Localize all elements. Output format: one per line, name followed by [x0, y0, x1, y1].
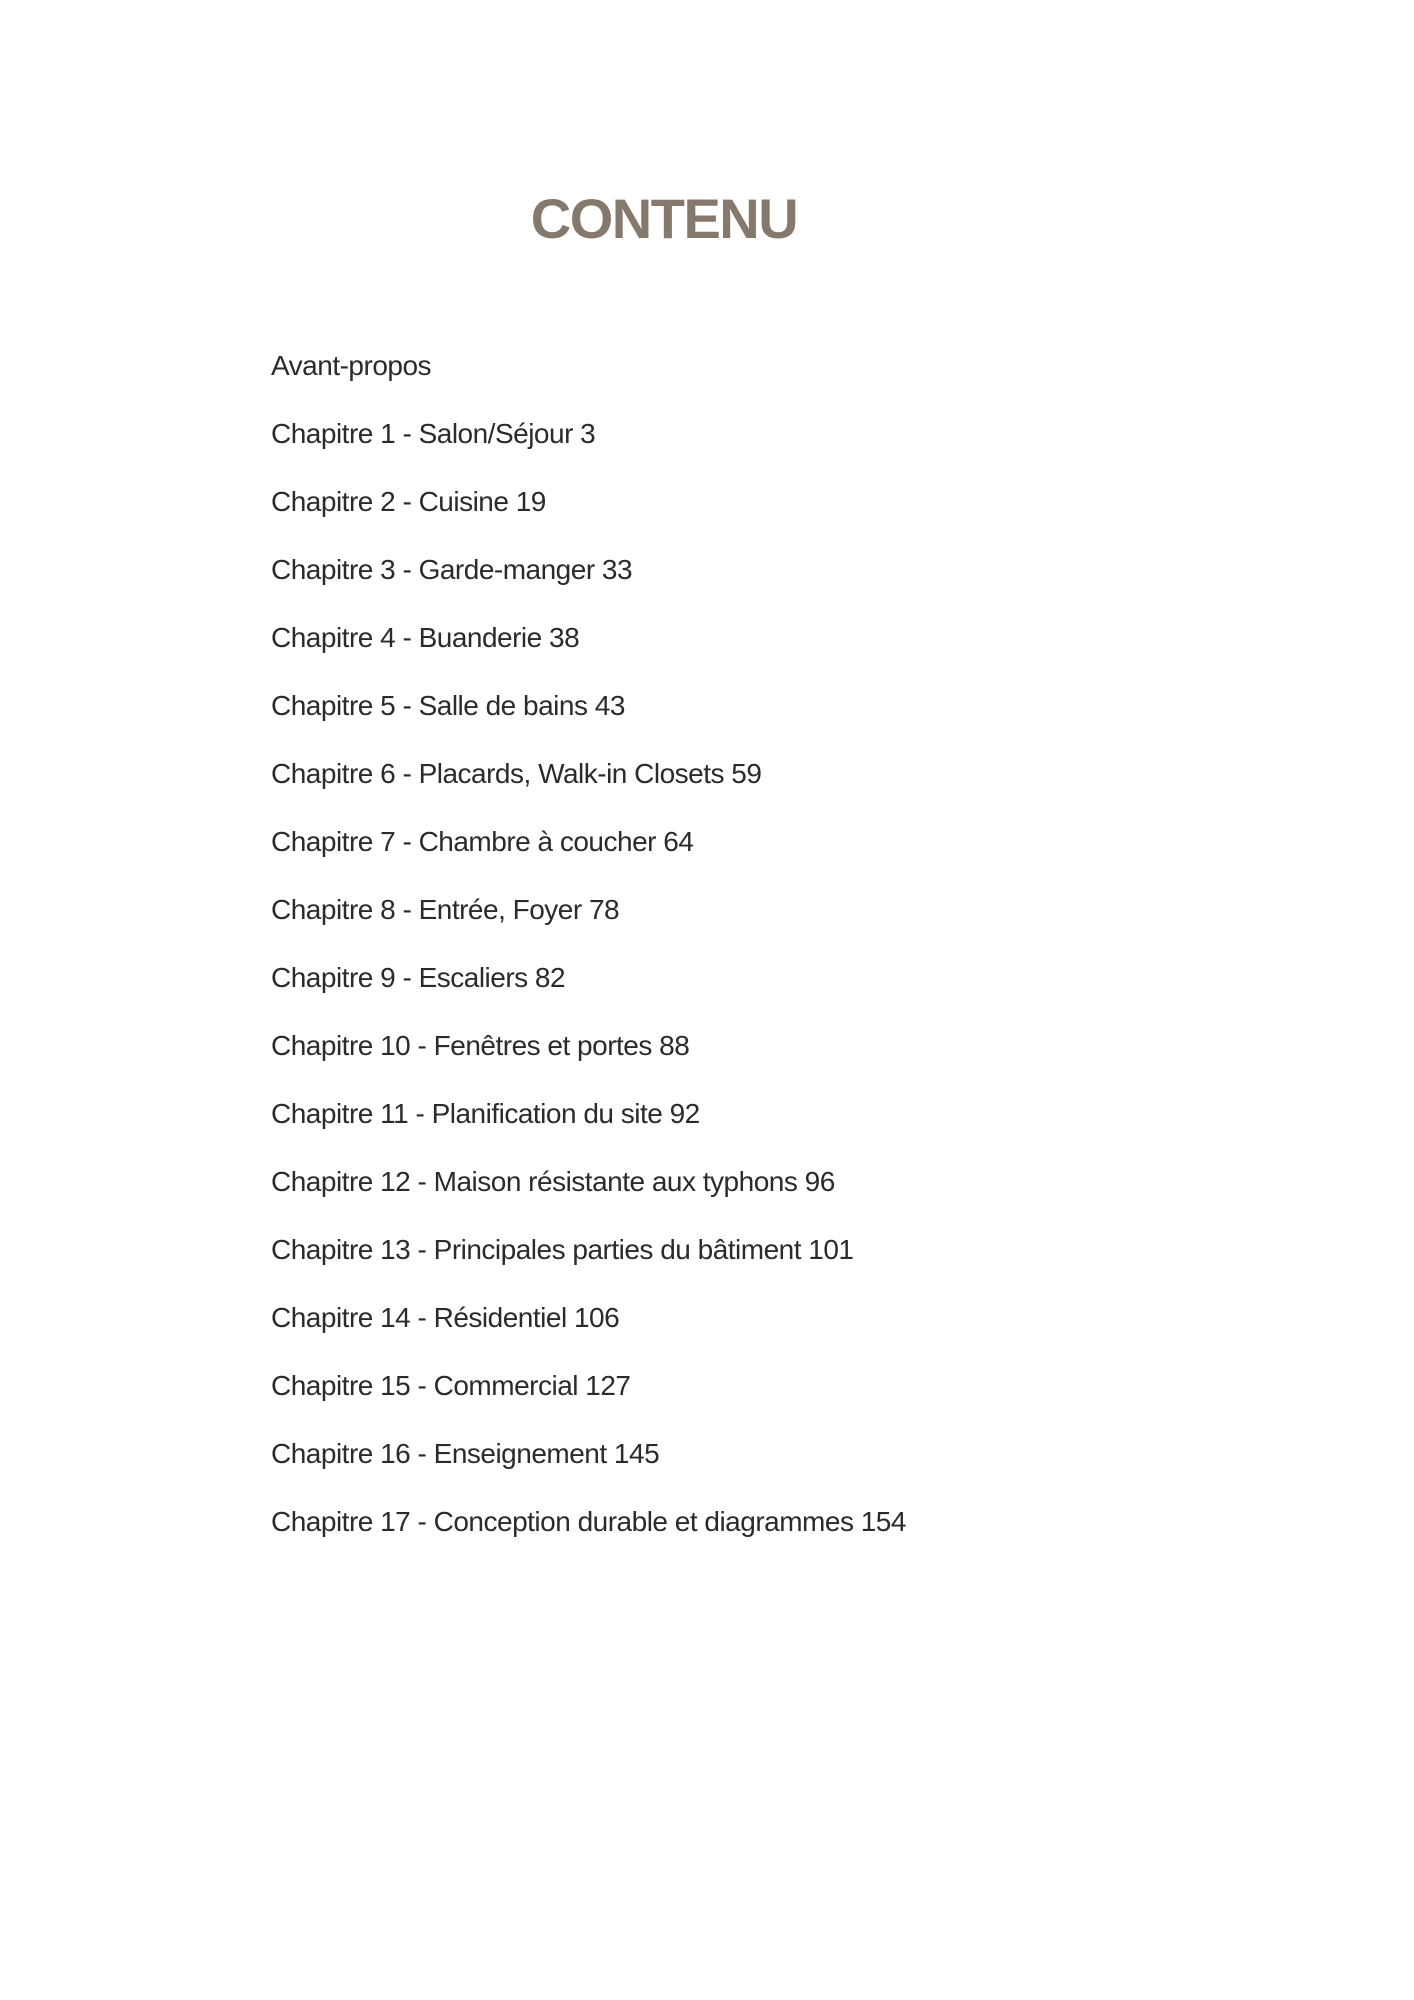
toc-item-chapitre-3: Chapitre 3 - Garde-manger 33 — [271, 554, 633, 585]
page-title: CONTENU — [530, 187, 798, 250]
toc-item-chapitre-14: Chapitre 14 - Résidentiel 106 — [271, 1302, 620, 1333]
toc-item-chapitre-9: Chapitre 9 - Escaliers 82 — [271, 962, 566, 993]
toc-item-chapitre-15: Chapitre 15 - Commercial 127 — [271, 1370, 631, 1401]
toc-item-avant-propos: Avant-propos — [271, 350, 432, 381]
toc-item-chapitre-12: Chapitre 12 - Maison résistante aux typhons 96 — [271, 1166, 835, 1197]
toc-item-chapitre-2: Chapitre 2 - Cuisine 19 — [271, 486, 546, 517]
toc-item-chapitre-17: Chapitre 17 - Conception durable et diagrammes 154 — [271, 1506, 906, 1537]
toc-item-chapitre-1: Chapitre 1 - Salon/Séjour 3 — [271, 418, 596, 449]
toc-item-chapitre-11: Chapitre 11 - Planification du site 92 — [271, 1098, 700, 1129]
toc-item-chapitre-8: Chapitre 8 - Entrée, Foyer 78 — [271, 894, 620, 925]
toc-item-chapitre-5: Chapitre 5 - Salle de bains 43 — [271, 690, 625, 721]
table-of-contents — [271, 349, 1171, 1573]
toc-item-chapitre-16: Chapitre 16 - Enseignement 145 — [271, 1438, 660, 1469]
toc-item-chapitre-10: Chapitre 10 - Fenêtres et portes 88 — [271, 1030, 690, 1061]
toc-item-chapitre-4: Chapitre 4 - Buanderie 38 — [271, 622, 580, 653]
toc-item-chapitre-7: Chapitre 7 - Chambre à coucher 64 — [271, 826, 694, 857]
toc-item-chapitre-6: Chapitre 6 - Placards, Walk-in Closets 59 — [271, 758, 762, 789]
toc-item-chapitre-13: Chapitre 13 - Principales parties du bâtiment 101 — [271, 1234, 854, 1265]
